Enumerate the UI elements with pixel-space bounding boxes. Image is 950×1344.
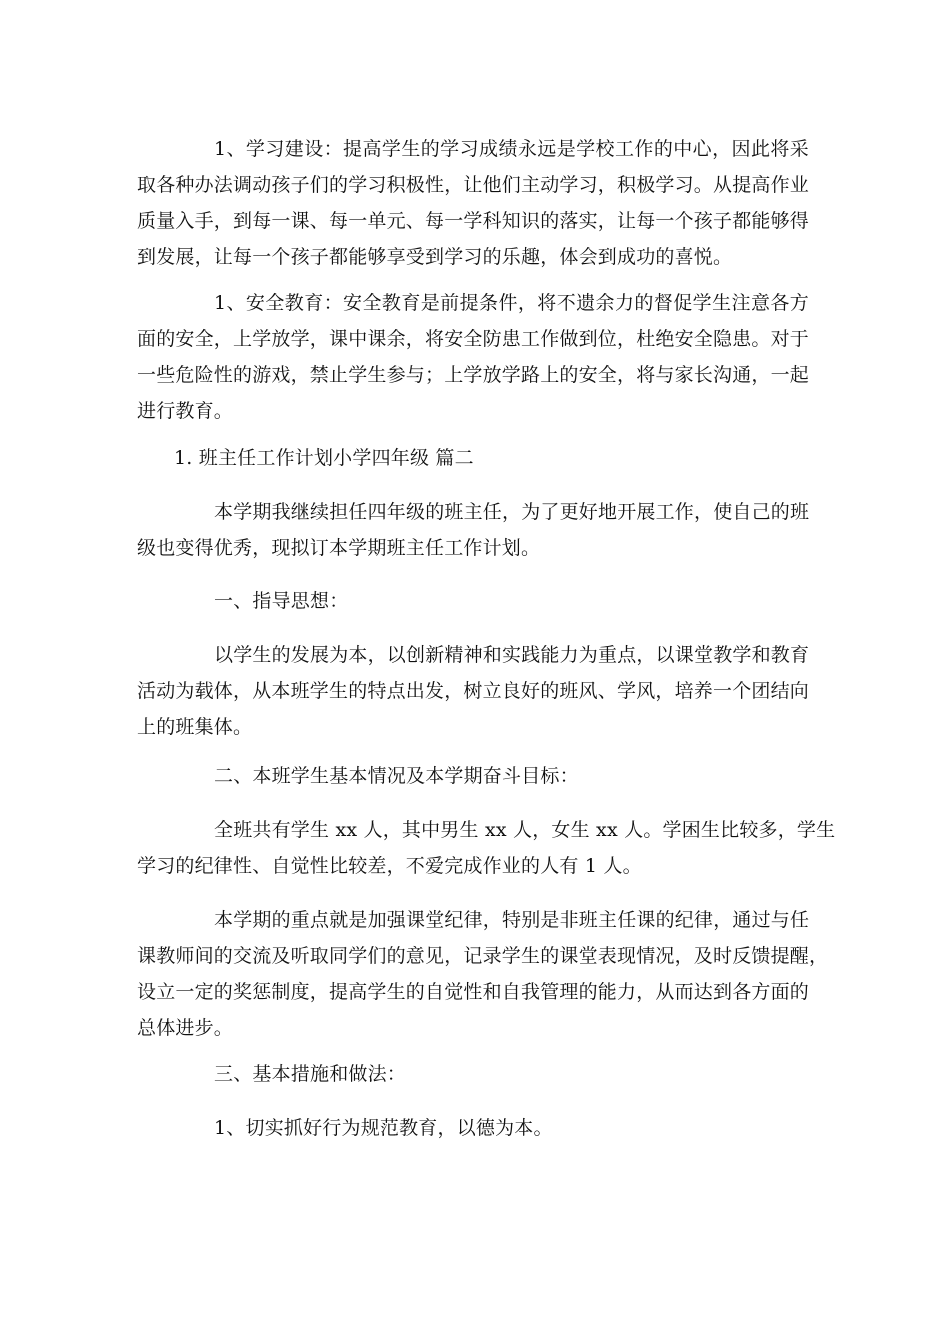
paragraph-safety-education <box>137 285 809 429</box>
paragraph-guiding-ideology <box>137 637 809 745</box>
text-line: 二、本班学生基本情况及本学期奋斗目标： <box>214 765 579 787</box>
text-line: 三、基本措施和做法： <box>214 1063 407 1085</box>
text-line: 本学期的重点就是加强课堂纪律，特别是非班主任课的纪律，通过与任 <box>214 909 810 931</box>
text-line: 全班共有学生 xx 人，其中男生 xx 人，女生 xx 人。学困生比较多，学生 <box>214 819 836 841</box>
text-line: 本学期我继续担任四年级的班主任，为了更好地开展工作，使自己的班 <box>214 501 810 523</box>
text-line: 质量入手，到每一课、每一单元、每一学科知识的落实，让每一个孩子都能够得 <box>137 210 810 232</box>
paragraph-class-situation <box>137 812 836 884</box>
text-line: 1、切实抓好行为规范教育，以德为本。 <box>214 1117 553 1139</box>
paragraph-semester-focus <box>137 902 829 1046</box>
text-line: 1. 班主任工作计划小学四年级 篇二 <box>174 447 474 469</box>
text-line: 活动为载体，从本班学生的特点出发，树立良好的班风、学风，培养一个团结向 <box>137 680 810 702</box>
text-line: 学习的纪律性、自觉性比较差，不爱完成作业的人有 1 人。 <box>137 855 642 877</box>
text-line: 一些危险性的游戏，禁止学生参与；上学放学路上的安全，将与家长沟通，一起 <box>137 364 810 386</box>
paragraph-study-building <box>137 131 809 275</box>
subheading-guiding-ideology <box>137 583 809 619</box>
text-line: 级也变得优秀，现拟订本学期班主任工作计划。 <box>137 537 541 559</box>
text-line: 以学生的发展为本，以创新精神和实践能力为重点，以课堂教学和教育 <box>214 644 810 666</box>
text-line: 1、安全教育：安全教育是前提条件，将不遗余力的督促学生注意各方 <box>214 292 809 314</box>
subheading-class-situation <box>137 758 809 794</box>
text-line: 上的班集体。 <box>137 716 253 738</box>
text-line: 一、指导思想： <box>214 590 349 612</box>
subheading-basic-measures <box>137 1056 809 1092</box>
section-heading <box>137 440 809 476</box>
text-line: 到发展，让每一个孩子都能够享受到学习的乐趣，体会到成功的喜悦。 <box>137 246 733 268</box>
text-line: 总体进步。 <box>137 1017 234 1039</box>
text-line: 设立一定的奖惩制度，提高学生的自觉性和自我管理的能力，从而达到各方面的 <box>137 981 810 1003</box>
text-line: 课教师间的交流及听取同学们的意见，记录学生的课堂表现情况，及时反馈提醒， <box>137 945 829 967</box>
text-line: 面的安全，上学放学，课中课余，将安全防患工作做到位，杜绝安全隐患。对于 <box>137 328 810 350</box>
text-line: 1、学习建设：提高学生的学习成绩永远是学校工作的中心，因此将采 <box>214 138 809 160</box>
text-line: 取各种办法调动孩子们的学习积极性，让他们主动学习，积极学习。从提高作业 <box>137 174 810 196</box>
text-line: 进行教育。 <box>137 400 234 422</box>
paragraph-intro <box>137 494 809 566</box>
paragraph-measure-1 <box>137 1110 809 1146</box>
